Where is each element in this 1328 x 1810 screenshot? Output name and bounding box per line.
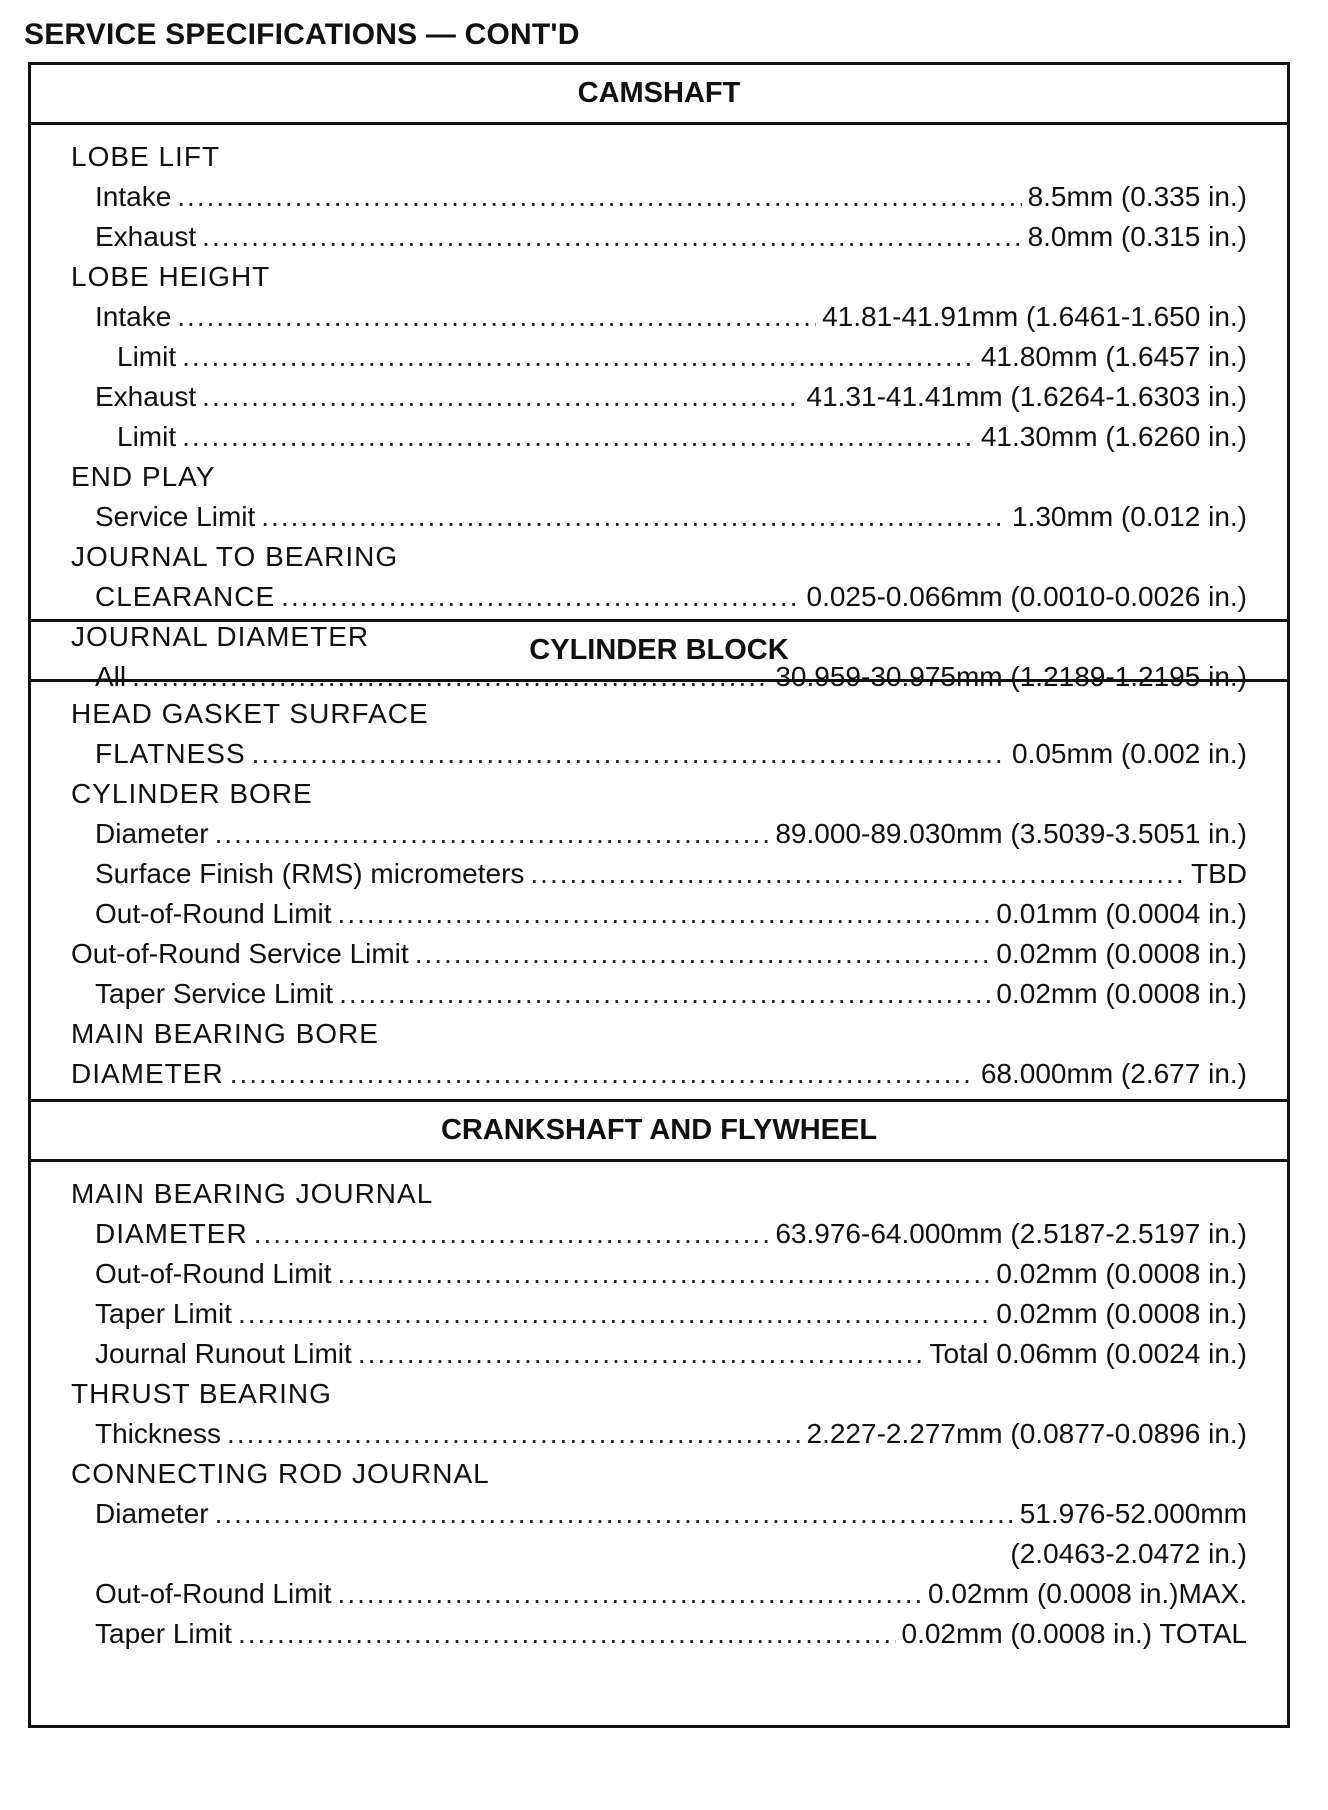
dot-leader [238, 1614, 896, 1654]
spec-value: 41.80mm (1.6457 in.) [980, 341, 1247, 372]
spec-label: Exhaust [95, 221, 197, 252]
lobe-lift-intake-row [71, 177, 1247, 217]
dot-leader [281, 577, 800, 617]
head-gasket-heading: HEAD GASKET SURFACE [71, 698, 429, 729]
journal-to-bearing-heading: JOURNAL TO BEARING [71, 541, 399, 572]
dot-leader [339, 974, 990, 1014]
dot-leader [202, 377, 800, 417]
spec-label: Intake [95, 181, 172, 212]
crankshaft-header: CRANKSHAFT AND FLYWHEEL [31, 1102, 1287, 1162]
end-play-service-limit-row [71, 497, 1247, 537]
cylinder-block-body [31, 682, 1287, 1100]
bore-diameter-row [71, 814, 1247, 854]
dot-leader [215, 814, 770, 854]
cylinder-bore-heading: CYLINDER BORE [71, 778, 313, 809]
spec-label: Intake [95, 301, 172, 332]
dot-leader [415, 934, 991, 974]
journal-runout-row [71, 1334, 1247, 1374]
spec-value: 51.976-52.000mm [1019, 1498, 1247, 1529]
spec-label: Out-of-Round Limit [95, 1578, 332, 1609]
spec-value: 0.02mm (0.0008 in.) TOTAL [901, 1618, 1247, 1649]
dot-leader [261, 497, 1006, 537]
camshaft-header: CAMSHAFT [31, 65, 1287, 125]
rod-diameter-cont-row [71, 1534, 1247, 1574]
spec-value: (2.0463-2.0472 in.) [1010, 1538, 1247, 1569]
dot-leader [202, 217, 1021, 257]
dot-leader [182, 337, 975, 377]
end-play-heading: END PLAY [71, 461, 216, 492]
clearance-row [71, 577, 1247, 617]
spec-value: 0.02mm (0.0008 in.) [996, 1298, 1247, 1329]
spec-table [28, 62, 1290, 1728]
main-journal-diameter-row [71, 1214, 1247, 1254]
spec-label: Taper Service Limit [95, 978, 334, 1009]
spec-value: 8.0mm (0.315 in.) [1027, 221, 1247, 252]
spec-label: DIAMETER [71, 1058, 224, 1089]
spec-value: 63.976-64.000mm (2.5187-2.5197 in.) [775, 1218, 1247, 1249]
main-taper-row [71, 1294, 1247, 1334]
dot-leader [177, 297, 816, 337]
spec-value: 0.05mm (0.002 in.) [1012, 738, 1247, 769]
spec-value: 30.959-30.975mm (1.2189-1.2195 in.) [775, 661, 1247, 692]
dot-leader [238, 1294, 990, 1334]
spec-label: Exhaust [95, 381, 197, 412]
spec-label: FLATNESS [95, 738, 246, 769]
spec-value: 89.000-89.030mm (3.5039-3.5051 in.) [775, 818, 1247, 849]
spec-label: Diameter [95, 1498, 209, 1529]
spec-label: DIAMETER [95, 1218, 248, 1249]
dot-leader [338, 1254, 991, 1294]
spec-label: Taper Limit [95, 1298, 232, 1329]
lobe-height-intake-limit-row [71, 337, 1247, 377]
rod-out-of-round-row [71, 1574, 1247, 1614]
spec-value: 0.02mm (0.0008 in.)MAX. [927, 1578, 1247, 1609]
flatness-row [71, 734, 1247, 774]
crankshaft-section [31, 1102, 1287, 1660]
rod-taper-row [71, 1614, 1247, 1654]
spec-label: Out-of-Round Limit [95, 898, 332, 929]
spec-value: 0.02mm (0.0008 in.) [996, 938, 1247, 969]
dot-leader [230, 1054, 975, 1094]
lobe-height-exhaust-row [71, 377, 1247, 417]
spec-value: 41.30mm (1.6260 in.) [980, 421, 1247, 452]
spec-value: 41.31-41.41mm (1.6264-1.6303 in.) [806, 381, 1247, 412]
spec-value: 2.227-2.277mm (0.0877-0.0896 in.) [806, 1418, 1247, 1449]
crankshaft-body [31, 1162, 1287, 1660]
main-out-of-round-row [71, 1254, 1247, 1294]
lobe-height-heading: LOBE HEIGHT [71, 261, 271, 292]
rod-diameter-row [71, 1494, 1247, 1534]
dot-leader [338, 894, 991, 934]
dot-leader [338, 1574, 922, 1614]
dot-leader [254, 1214, 770, 1254]
dot-leader [358, 1334, 924, 1374]
thrust-bearing-heading: THRUST BEARING [71, 1378, 332, 1409]
main-bearing-bore-diameter-row [71, 1054, 1247, 1094]
spec-value: 1.30mm (0.012 in.) [1012, 501, 1247, 532]
out-of-round-limit-row [71, 894, 1247, 934]
lobe-height-intake-row [71, 297, 1247, 337]
spec-label: Diameter [95, 818, 209, 849]
dot-leader [215, 1494, 1014, 1534]
spec-label: CLEARANCE [95, 581, 276, 612]
spec-value: 0.02mm (0.0008 in.) [996, 978, 1247, 1009]
spec-value: 8.5mm (0.335 in.) [1027, 181, 1247, 212]
spec-label: Surface Finish (RMS) micrometers [95, 858, 525, 889]
lobe-lift-heading: LOBE LIFT [71, 141, 221, 172]
spec-label: All [95, 661, 127, 692]
dot-leader [177, 177, 1021, 217]
lobe-lift-exhaust-row [71, 217, 1247, 257]
spec-value: TBD [1191, 858, 1247, 889]
spec-value: 0.025-0.066mm (0.0010-0.0026 in.) [806, 581, 1247, 612]
spec-value: 41.81-41.91mm (1.6461-1.650 in.) [822, 301, 1247, 332]
dot-leader [530, 854, 1185, 894]
lobe-height-exhaust-limit-row [71, 417, 1247, 457]
spec-label: Limit [117, 341, 177, 372]
page-title: SERVICE SPECIFICATIONS — CONT'D [24, 18, 580, 51]
spec-label: Journal Runout Limit [95, 1338, 352, 1369]
spec-value: 0.01mm (0.0004 in.) [996, 898, 1247, 929]
rod-journal-heading: CONNECTING ROD JOURNAL [71, 1458, 490, 1489]
spec-label: Out-of-Round Limit [95, 1258, 332, 1289]
surface-finish-row [71, 854, 1247, 894]
dot-leader [227, 1414, 800, 1454]
cylinder-block-header: CYLINDER BLOCK [31, 622, 1287, 682]
dot-leader [252, 734, 1006, 774]
spec-label: Limit [117, 421, 177, 452]
thickness-row [71, 1414, 1247, 1454]
camshaft-body [31, 125, 1287, 703]
spec-label: Service Limit [95, 501, 256, 532]
spec-label: Out-of-Round Service Limit [71, 938, 409, 969]
out-of-round-service-row [71, 934, 1247, 974]
journal-diameter-heading: JOURNAL DIAMETER [71, 621, 370, 652]
spec-label: Thickness [95, 1418, 222, 1449]
spec-label: Taper Limit [95, 1618, 232, 1649]
spec-value: 68.000mm (2.677 in.) [980, 1058, 1247, 1089]
taper-service-row [71, 974, 1247, 1014]
main-bearing-bore-heading: MAIN BEARING BORE [71, 1018, 379, 1049]
dot-leader [182, 417, 975, 457]
spec-value: 0.02mm (0.0008 in.) [996, 1258, 1247, 1289]
main-journal-heading: MAIN BEARING JOURNAL [71, 1178, 434, 1209]
spec-value: Total 0.06mm (0.0024 in.) [929, 1338, 1247, 1369]
